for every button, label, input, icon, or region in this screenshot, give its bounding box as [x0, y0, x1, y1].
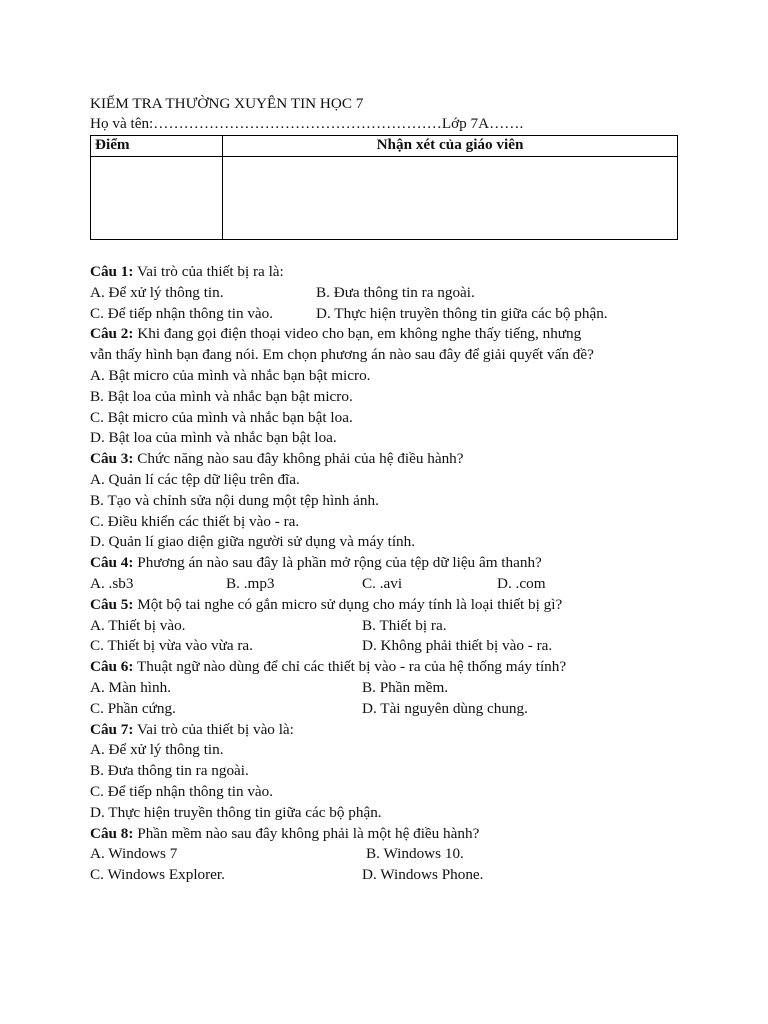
- score-cell: [91, 157, 223, 240]
- question-text-cont: vẫn thấy hình bạn đang nói. Em chọn phương án nào sau đây để giải quyết vấn đề?: [90, 346, 594, 364]
- question-2: [90, 324, 680, 449]
- question-text: Một bộ tai nghe có gắn micro sử dụng cho máy tính là loại thiết bị gì?: [133, 595, 563, 613]
- option-b: B. Windows 10.: [366, 845, 464, 863]
- question-text: Khi đang gọi điện thoại video cho bạn, em không nghe thấy tiếng, nhưng: [133, 325, 582, 343]
- question-label: Câu 8:: [90, 824, 134, 842]
- option-c: C. Bật micro của mình và nhắc bạn bật loa.: [90, 408, 353, 426]
- grade-table: [90, 135, 678, 240]
- option-b: B. .mp3: [226, 574, 275, 592]
- option-d: D. Thực hiện truyền thông tin giữa các bộ phận.: [90, 803, 382, 821]
- question-6: [90, 657, 680, 719]
- option-a: A. Quản lí các tệp dữ liệu trên đĩa.: [90, 470, 300, 488]
- question-8: [90, 824, 680, 886]
- question-label: Câu 6:: [90, 658, 134, 676]
- option-a: A. Thiết bị vào.: [90, 616, 186, 634]
- option-c: C. Windows Explorer.: [90, 866, 225, 884]
- option-d: D. Tài nguyên dùng chung.: [362, 699, 528, 717]
- option-a: A. Windows 7: [90, 845, 178, 863]
- teacher-comment-header: Nhận xét của giáo viên: [223, 136, 678, 157]
- option-b: B. Đưa thông tin ra ngoài.: [316, 283, 475, 301]
- option-a: A. Bật micro của mình và nhắc bạn bật micro.: [90, 366, 371, 384]
- exam-title: KIỂM TRA THƯỜNG XUYÊN TIN HỌC 7: [90, 95, 364, 112]
- option-d: D. Quản lí giao diện giữa người sử dụng và máy tính.: [90, 533, 416, 551]
- option-a: A. .sb3: [90, 574, 134, 592]
- question-1: [90, 262, 680, 324]
- option-c: C. Điều khiển các thiết bị vào - ra.: [90, 512, 300, 530]
- option-c: C. Thiết bị vừa vào vừa ra.: [90, 637, 253, 655]
- question-3: [90, 449, 680, 553]
- option-a: A. Màn hình.: [90, 678, 171, 696]
- question-text: Vai trò của thiết bị vào là:: [133, 720, 294, 738]
- exam-page: [90, 94, 680, 886]
- question-4: [90, 553, 680, 595]
- score-header: Điểm: [91, 136, 223, 157]
- option-a: A. Để xử lý thông tin.: [90, 283, 224, 301]
- option-d: D. Không phải thiết bị vào - ra.: [362, 637, 553, 655]
- question-text: Vai trò của thiết bị ra là:: [133, 263, 284, 280]
- question-text: Phần mềm nào sau đây không phải là một hệ điều hành?: [133, 824, 480, 842]
- question-label: Câu 1:: [90, 263, 134, 280]
- option-d: D. Bật loa của mình và nhắc bạn bật loa.: [90, 429, 337, 447]
- question-text: Phương án nào sau đây là phần mở rộng của tệp dữ liệu âm thanh?: [133, 554, 542, 572]
- student-name-line: Họ và tên:…………………………………………………Lớp 7A…….: [90, 115, 524, 132]
- teacher-comment-cell: [223, 157, 678, 240]
- question-label: Câu 7:: [90, 720, 134, 738]
- question-5: [90, 595, 680, 657]
- option-d: D. .com: [497, 574, 546, 592]
- option-c: C. Phần cứng.: [90, 699, 176, 717]
- option-c: C. Để tiếp nhận thông tin vào.: [90, 782, 274, 800]
- option-b: B. Tạo và chỉnh sửa nội dung một tệp hình ảnh.: [90, 491, 379, 509]
- question-text: Chức năng nào sau đây không phải của hệ điều hành?: [133, 450, 464, 468]
- option-b: B. Thiết bị ra.: [362, 616, 447, 634]
- option-b: B. Phần mềm.: [362, 678, 449, 696]
- option-d: D. Thực hiện truyền thông tin giữa các bộ phận.: [316, 304, 608, 322]
- option-b: B. Bật loa của mình và nhắc bạn bật micro.: [90, 387, 353, 405]
- option-b: B. Đưa thông tin ra ngoài.: [90, 762, 249, 780]
- question-label: Câu 2:: [90, 325, 134, 343]
- question-label: Câu 3:: [90, 450, 134, 468]
- option-c: C. Để tiếp nhận thông tin vào.: [90, 304, 274, 322]
- question-text: Thuật ngữ nào dùng để chỉ các thiết bị vào - ra của hệ thống máy tính?: [133, 658, 567, 676]
- option-a: A. Để xử lý thông tin.: [90, 741, 224, 759]
- option-d: D. Windows Phone.: [362, 866, 484, 884]
- question-label: Câu 4:: [90, 554, 134, 572]
- option-c: C. .avi: [362, 574, 403, 592]
- question-label: Câu 5:: [90, 595, 134, 613]
- question-7: [90, 720, 680, 824]
